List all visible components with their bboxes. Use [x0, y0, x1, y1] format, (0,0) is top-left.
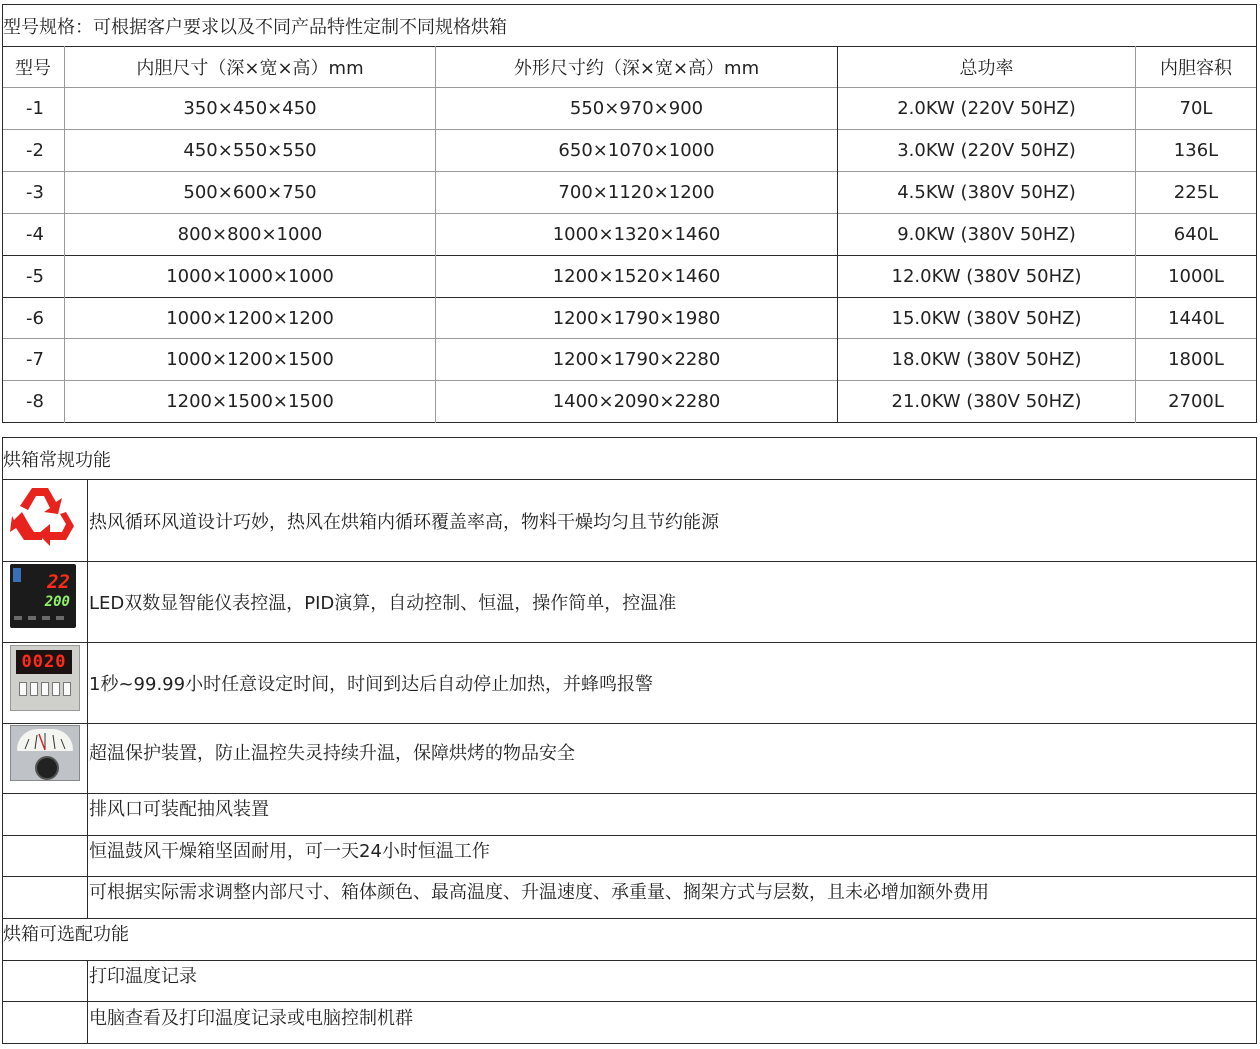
- model-cell: -2: [26, 140, 44, 161]
- outer-size-cell: 700×1120×1200: [558, 182, 715, 203]
- volume-cell: 2700L: [1168, 391, 1224, 412]
- model-cell: -5: [26, 266, 44, 287]
- outer-size-cell: 1000×1320×1460: [552, 224, 721, 245]
- model-cell: -6: [26, 307, 44, 329]
- power-cell: 3.0KW (220V 50HZ): [897, 140, 1076, 161]
- volume-cell: 1800L: [1168, 349, 1224, 370]
- power-cell: 18.0KW (380V 50HZ): [891, 349, 1082, 370]
- controller-brand-stripe: [13, 568, 21, 582]
- inner-size-cell: 1200×1500×1500: [166, 391, 334, 412]
- outer-size-cell: 1200×1790×1980: [552, 307, 721, 329]
- temperature-controller-icon: [10, 564, 76, 628]
- feature-text: 1秒~99.99小时任意设定时间，时间到达后自动停止加热，并蜂鸣报警: [89, 674, 654, 695]
- inner-size-cell: 1000×1200×1500: [166, 349, 334, 370]
- header-inner-volume: 内胆容积: [1160, 57, 1232, 79]
- outer-size-cell: 550×970×900: [569, 98, 704, 119]
- model-cell: -3: [26, 182, 44, 203]
- volume-cell: 70L: [1179, 98, 1213, 119]
- feature-text: 电脑查看及打印温度记录或电脑控制机群: [89, 1008, 413, 1029]
- power-cell: 15.0KW (380V 50HZ): [891, 307, 1082, 329]
- over-temperature-dial-icon: [10, 725, 80, 781]
- timer-display: 0020: [16, 650, 72, 674]
- model-cell: -8: [26, 391, 44, 412]
- outer-size-cell: 1200×1520×1460: [552, 266, 721, 287]
- led-display-bottom: 200: [44, 594, 70, 610]
- feature-text: 热风循环风道设计巧妙，热风在烘箱内循环覆盖率高，物料干燥均匀且节约能源: [89, 511, 719, 533]
- volume-cell: 225L: [1173, 182, 1219, 203]
- feature-text: 超温保护装置，防止温控失灵持续升温，保障烘烤的物品安全: [89, 743, 575, 764]
- model-cell: -7: [26, 349, 44, 370]
- volume-cell: 1000L: [1168, 266, 1224, 287]
- volume-cell: 640L: [1173, 224, 1219, 245]
- recycle-arrows-icon: [8, 482, 80, 548]
- feature-text: 打印温度记录: [89, 966, 197, 987]
- inner-size-cell: 1000×1000×1000: [166, 266, 334, 287]
- inner-size-cell: 450×550×550: [183, 140, 317, 161]
- volume-cell: 136L: [1173, 140, 1219, 161]
- outer-size-cell: 1200×1790×2280: [552, 349, 721, 370]
- power-cell: 9.0KW (380V 50HZ): [897, 224, 1076, 245]
- header-model: 型号: [15, 57, 51, 79]
- header-outer-size: 外形尺寸约（深×宽×高）mm: [513, 57, 760, 79]
- power-cell: 2.0KW (220V 50HZ): [897, 98, 1076, 119]
- dial-gauge-face: [17, 729, 73, 751]
- model-cell: -1: [26, 98, 44, 119]
- inner-size-cell: 1000×1200×1200: [166, 307, 334, 329]
- header-inner-size: 内胆尺寸（深×宽×高）mm: [136, 57, 364, 79]
- outer-size-cell: 650×1070×1000: [558, 140, 715, 161]
- inner-size-cell: 500×600×750: [183, 182, 317, 203]
- digital-timer-icon: [10, 645, 80, 711]
- inner-size-cell: 800×800×1000: [177, 224, 323, 245]
- feature-text: 可根据实际需求调整内部尺寸、箱体颜色、最高温度、升温速度、承重量、搁架方式与层数，且未必增加额外费用: [89, 882, 989, 903]
- controller-buttons: [14, 616, 72, 622]
- inner-size-cell: 350×450×450: [183, 98, 317, 119]
- feature-text: 排风口可装配抽风装置: [89, 799, 269, 820]
- standard-functions-title: 烘箱常规功能: [3, 449, 111, 471]
- volume-cell: 1440L: [1168, 307, 1224, 329]
- optional-functions-title: 烘箱可选配功能: [3, 924, 129, 945]
- header-total-power: 总功率: [959, 57, 1014, 79]
- led-display-top: 22: [47, 571, 70, 593]
- power-cell: 4.5KW (380V 50HZ): [897, 182, 1076, 203]
- power-cell: 12.0KW (380V 50HZ): [891, 266, 1082, 287]
- feature-text: 恒温鼓风干燥箱坚固耐用，可一天24小时恒温工作: [89, 841, 490, 862]
- spec-table-caption: 型号规格：可根据客户要求以及不同产品特性定制不同规格烘箱: [3, 16, 507, 38]
- dial-knob: [35, 756, 59, 780]
- outer-size-cell: 1400×2090×2280: [552, 391, 721, 412]
- model-cell: -4: [26, 224, 44, 245]
- timer-dial-switches: [19, 682, 71, 696]
- feature-text: LED双数显智能仪表控温，PID演算，自动控制、恒温，操作简单，控温准: [89, 593, 677, 614]
- power-cell: 21.0KW (380V 50HZ): [891, 391, 1082, 412]
